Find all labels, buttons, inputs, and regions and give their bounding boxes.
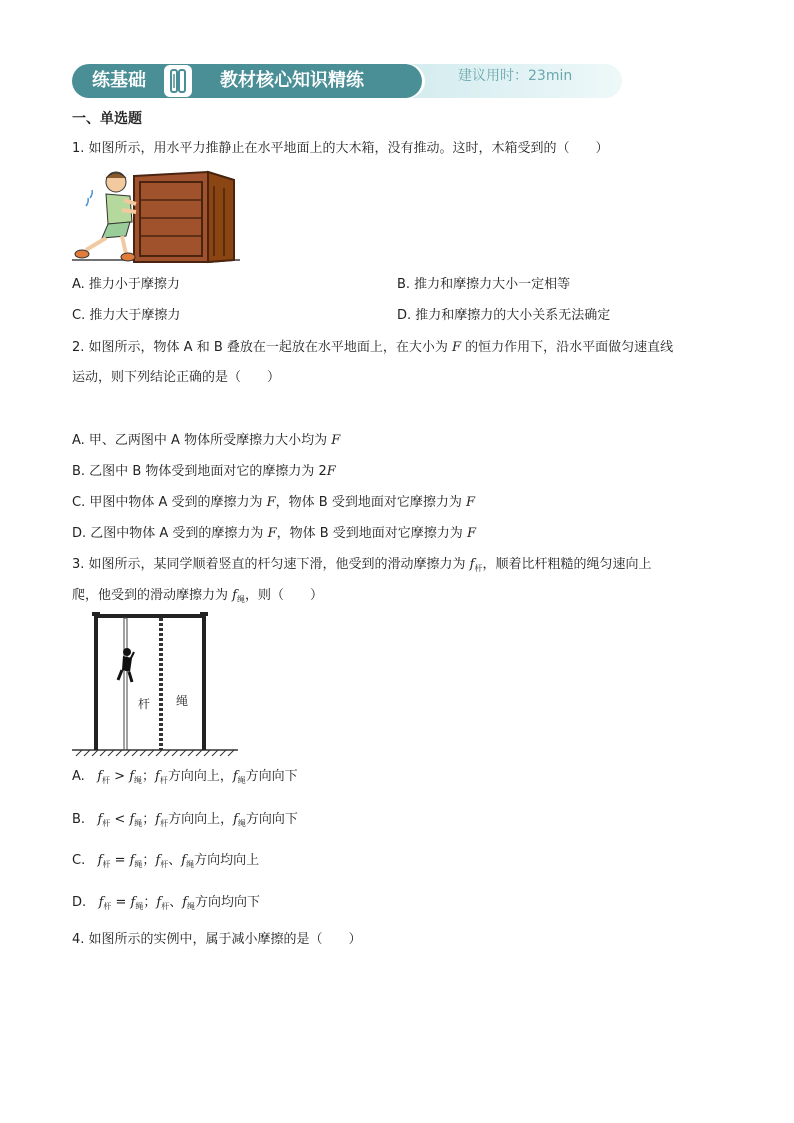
- q3-figure-pole-rope: [72, 612, 242, 764]
- q3-option-a[interactable]: A. $f_杆 > f_绳$；$f_杆$方向向上，$f_绳$方向向下: [72, 769, 298, 785]
- q3-option-b[interactable]: B. $f_杆 < f_绳$；$f_杆$方向向上，$f_绳$方向向下: [72, 812, 298, 828]
- q1-option-d[interactable]: D. 推力和摩擦力的大小关系无法确定: [397, 308, 611, 323]
- q1-stem: 1. 如图所示，用水平力推静止在水平地面上的大木箱，没有推动。这时，木箱受到的（ ）: [72, 141, 609, 156]
- q1-option-a[interactable]: A. 推力小于摩擦力: [72, 277, 180, 292]
- q2-stem-line2: 运动，则下列结论正确的是（ ）: [72, 370, 281, 385]
- q1-figure-boy-pushing-box: [72, 166, 244, 270]
- q2-stem-line1: 2. 如图所示，物体 A 和 B 叠放在一起放在水平地面上，在大小为 F 的恒力作用下，沿水平面做匀速直线: [72, 340, 674, 355]
- q3-stem-line2: 爬，他受到的滑动摩擦力为 $f_绳$，则（ ）: [72, 588, 323, 604]
- q3-option-d[interactable]: D. $f_杆 = f_绳$；$f_杆$、$f_绳$方向均向下: [72, 895, 261, 911]
- banner-left-title: 练基础: [92, 70, 146, 91]
- q3-stem-line1: 3. 如图所示，某同学顺着竖直的杆匀速下滑，他受到的滑动摩擦力为 $f_杆$，顺着比杆粗糙的绳匀速向上: [72, 557, 652, 573]
- banner-main-title: 教材核心知识精练: [220, 70, 364, 91]
- q1-option-b[interactable]: B. 推力和摩擦力大小一定相等: [397, 277, 571, 292]
- q2-option-b[interactable]: B. 乙图中 B 物体受到地面对它的摩擦力为 2F: [72, 464, 336, 479]
- section-heading: 一、单选题: [72, 111, 142, 127]
- book-icon: [164, 65, 192, 97]
- q1-option-c[interactable]: C. 推力大于摩擦力: [72, 308, 181, 323]
- q3-figure-label-rope: 绳: [176, 694, 189, 708]
- q3-option-c[interactable]: C. $f_杆 = f_绳$；$f_杆$、$f_绳$方向均向上: [72, 853, 260, 869]
- q3-figure-label-pole: 杆: [138, 697, 151, 711]
- q4-stem: 4. 如图所示的实例中，属于减小摩擦的是（ ）: [72, 932, 362, 947]
- banner-time-hint: 建议用时：23min: [458, 68, 573, 84]
- q2-option-c[interactable]: C. 甲图中物体 A 受到的摩擦力为 F，物体 B 受到地面对它摩擦力为 F: [72, 495, 476, 510]
- q2-option-a[interactable]: A. 甲、乙两图中 A 物体所受摩擦力大小均为 F: [72, 433, 341, 448]
- q2-option-d[interactable]: D. 乙图中物体 A 受到的摩擦力为 F，物体 B 受到地面对它摩擦力为 F: [72, 526, 476, 541]
